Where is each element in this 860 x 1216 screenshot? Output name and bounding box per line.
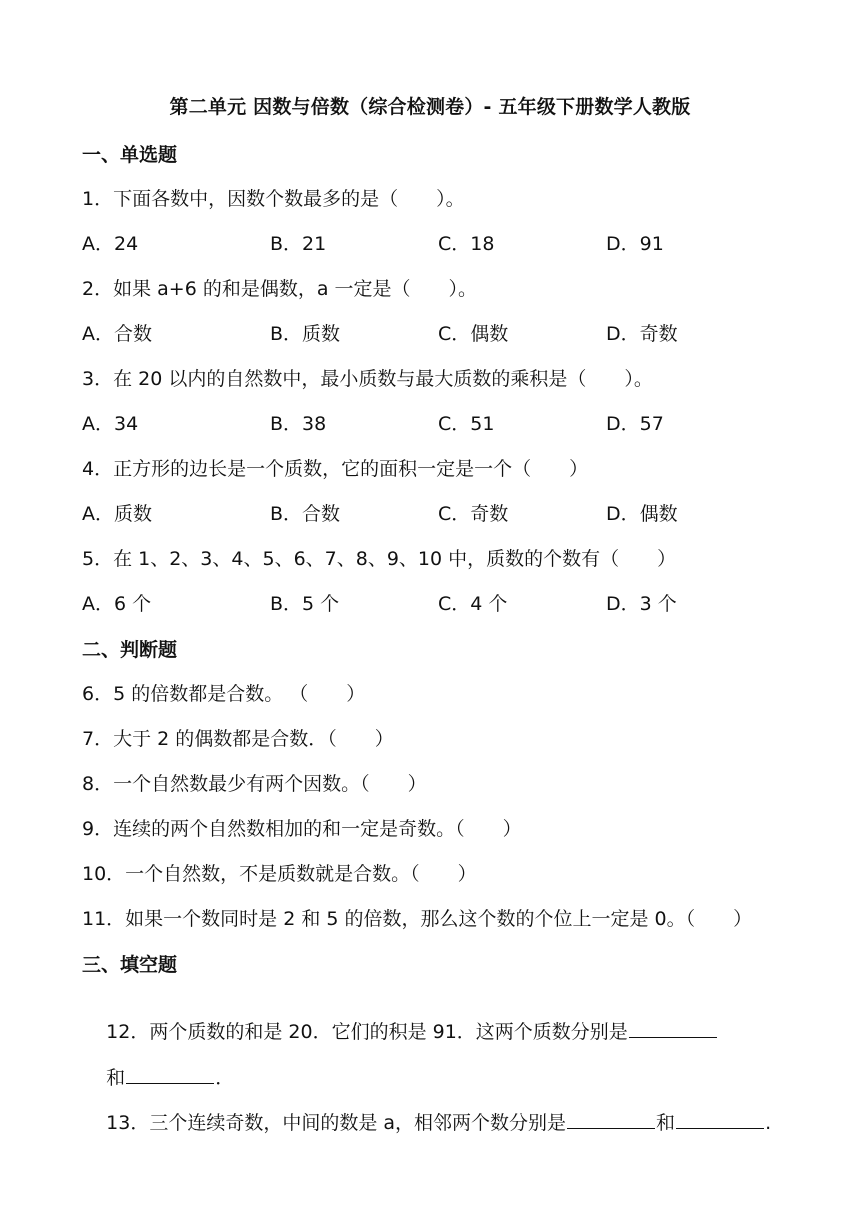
option-d: D．57 [606,413,664,435]
question-4-stem: 4．正方形的边长是一个质数，它的面积一定是一个（ ） [82,458,589,480]
option-d: D．奇数 [606,323,678,345]
option-b: B．5 个 [270,593,340,615]
option-b: B．38 [270,413,327,435]
question-2-options [82,319,782,347]
question-5-stem: 5．在 1、2、3、4、5、6、7、8、9、10 中，质数的个数有（ ） [82,548,677,570]
option-d: D．91 [606,233,664,255]
section-heading-fill-in: 三、填空题 [82,954,178,976]
question-2-stem: 2．如果 a+6 的和是偶数，a 一定是（ ）。 [82,278,478,300]
question-10: 10．一个自然数，不是质数就是合数。（ ） [82,863,477,885]
answer-blank-2[interactable] [676,1108,764,1129]
question-1-stem: 1．下面各数中，因数个数最多的是（ ）。 [82,188,465,210]
option-c: C．18 [438,233,495,255]
option-d: D．3 个 [606,593,677,615]
option-a: A．34 [82,413,139,435]
option-c: C．51 [438,413,495,435]
question-5-options [82,589,782,617]
question-13-connector: 和 [656,1112,676,1134]
option-c: C．奇数 [438,503,509,525]
answer-blank-1[interactable] [629,1017,717,1038]
question-3-stem: 3．在 20 以内的自然数中，最小质数与最大质数的乘积是（ ）。 [82,368,653,390]
option-b: B．21 [270,233,327,255]
question-13-end: . [765,1112,772,1134]
page-title: 第二单元 因数与倍数（综合检测卷）- 五年级下册数学人教版 [169,96,691,118]
option-b: B．合数 [270,503,341,525]
question-13-line [82,1086,771,1157]
option-a: A．24 [82,233,139,255]
option-a: A．质数 [82,503,152,525]
answer-blank-2[interactable] [126,1063,214,1084]
question-12-end: ． [215,1067,235,1089]
option-b: B．质数 [270,323,341,345]
option-d: D．偶数 [606,503,678,525]
section-heading-true-false: 二、判断题 [82,639,178,661]
question-7: 7．大于 2 的偶数都是合数．（ ） [82,728,394,750]
option-a: A．6 个 [82,593,152,615]
question-12-connector: 和 [106,1067,126,1089]
question-13-text: 13．三个连续奇数，中间的数是 a，相邻两个数分别是 [106,1112,567,1134]
section-heading-single-choice: 一、单选题 [82,144,178,166]
question-12-text: 12．两个质数的和是 20．它们的积是 91．这两个质数分别是 [106,1021,628,1043]
question-8: 8．一个自然数最少有两个因数。（ ） [82,773,427,795]
option-a: A．合数 [82,323,152,345]
question-6: 6．5 的倍数都是合数。 （ ） [82,683,366,705]
question-9: 9．连续的两个自然数相加的和一定是奇数。（ ） [82,818,522,840]
question-3-options [82,409,782,437]
answer-blank-1[interactable] [567,1108,655,1129]
option-c: C．4 个 [438,593,508,615]
question-11: 11．如果一个数同时是 2 和 5 的倍数，那么这个数的个位上一定是 0。（ ） [82,908,753,930]
option-c: C．偶数 [438,323,509,345]
question-1-options [82,229,782,257]
question-4-options [82,499,782,527]
